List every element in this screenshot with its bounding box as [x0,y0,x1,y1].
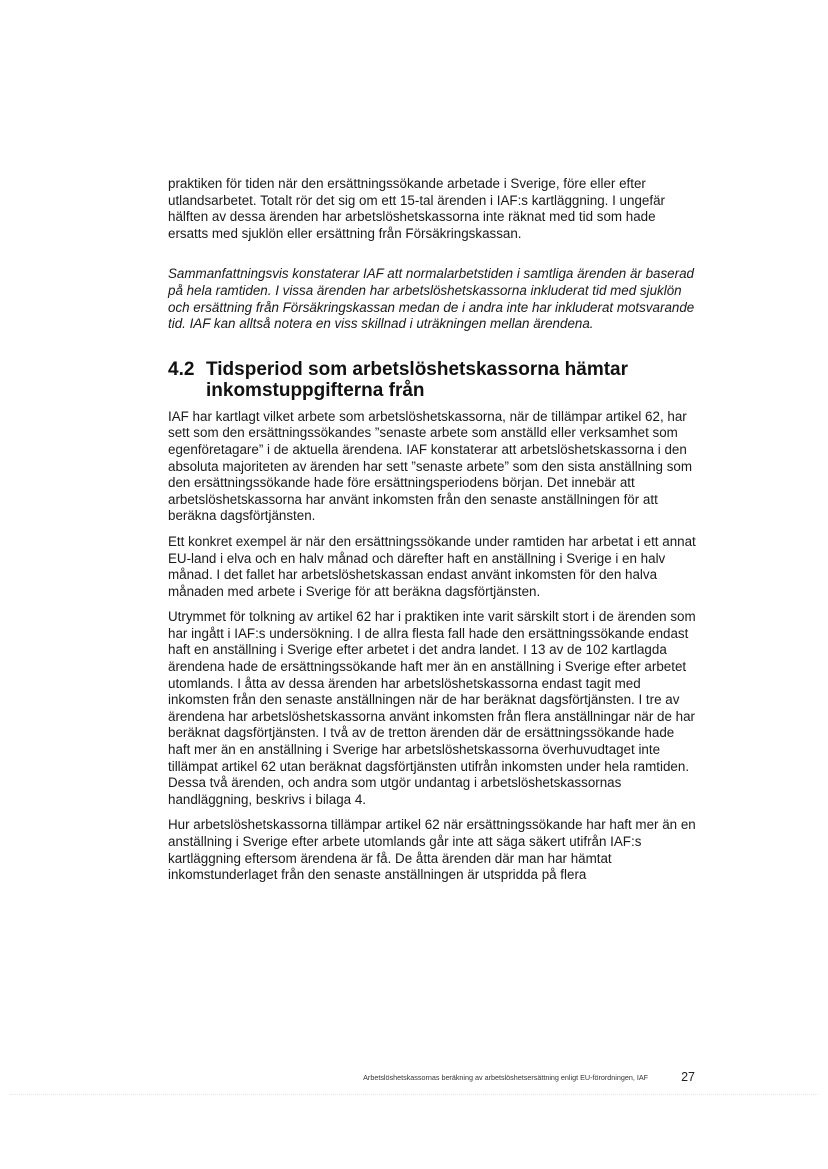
body-paragraph: Hur arbetslöshetskassorna tillämpar artikel 62 när ersättningssökande har haft mer än en anställning i Sverige efter arbete utomlands går inte att säga säkert utifrån IAF:s kartläggning eftersom ärendena är få. De åtta ärenden där man har hämtat inkomstunderlaget från den senaste anställningen är utspridda på flera [168,817,696,883]
section-number: 4.2 [168,358,195,380]
body-paragraph: praktiken för tiden när den ersättningssökande arbetade i Sverige, före eller efter utlandsarbetet. Totalt rör det sig om ett 15-tal ärenden i IAF:s kartläggning. I ungefär hälften av dessa ärenden har arbetslöshetskassorna inte räknat med tid som hade ersatts med sjuklön eller ersättning från Försäkringskassan. [168,176,665,241]
page-footer [168,1070,698,1084]
body-paragraph: Ett konkret exempel är när den ersättningssökande under ramtiden har arbetat i ett annat EU-land i elva och en halv månad och därefter haft en anställning i Sverige i en halv månad. I det fallet har arbetslöshetskassan endast använt inkomsten för den halva månaden med arbete i Sverige för att beräkna dagsförtjänsten. [168,533,696,599]
footer-text: Arbetslöshetskassornas beräkning av arbetslöshetsersättning enligt EU-förordningen, IAF [363,1073,648,1082]
section-title: Tidsperiod som arbetslöshetskassorna hämtar inkomstuppgifterna från [206,358,629,401]
footer-divider [10,1094,818,1095]
body-paragraph: IAF har kartlagt vilket arbete som arbetslöshetskassorna, när de tillämpar artikel 62, har sett som den ersättningssökandes ”senaste arbete som anställd eller verksamhet som egenföretagare” i de aktuella ärendena. IAF konstaterar att arbetslöshetskassorna i den absoluta majoriteten av ärenden har sett ”senaste arbete” som den sista anställning som den ersättningssökande hade före ersättningsperiodens början. Det innebär att arbetslöshetskassorna har använt inkomsten från den senaste anställningen för att beräkna dagsförtjänsten. [168,408,693,524]
body-paragraph: Utrymmet för tolkning av artikel 62 har i praktiken inte varit särskilt stort i de ärenden som har ingått i IAF:s undersökning. I de allra flesta fall hade den ersättningssökande endast haft en anställning i Sverige efter arbetet i det andra landet. I 13 av de 102 kartlagda ärendena hade de ersättningssökande haft mer än en anställning i Sverige efter arbetet utomlands. I åtta av dessa ärenden har arbetslöshetskassorna endast tagit med inkomsten från den senaste anställningen när de har beräknat dagsförtjänsten. I tre av ärendena har arbetslöshetskassorna använt inkomsten från flera anställningar när de har beräknat dagsförtjänsten. I två av de tretton ärenden där de ersättningssökande hade haft mer än en anställning i Sverige har arbetslöshetskassorna överhuvudtaget inte tillämpat artikel 62 utan beräknat dagsförtjänsten utifrån inkomsten under hela ramtiden. Dessa två ärenden, och andra som utgör undantag i arbetslöshetskassornas handläggning, beskrivs i bilaga 4. [168,609,696,807]
document-body [168,176,698,893]
summary-paragraph: Sammanfattningsvis konstaterar IAF att normalarbetstiden i samtliga ärenden är baserad på hela ramtiden. I vissa ärenden har arbetslöshetskassorna inkluderat tid med sjuklön och ersättning från Försäkringskassan medan de i andra inte har inkluderat motsvarande tid. IAF kan alltså notera en viss skillnad i uträkningen mellan ärendena. [168,266,695,332]
section-heading [168,359,698,401]
page-number: 27 [681,1070,695,1084]
